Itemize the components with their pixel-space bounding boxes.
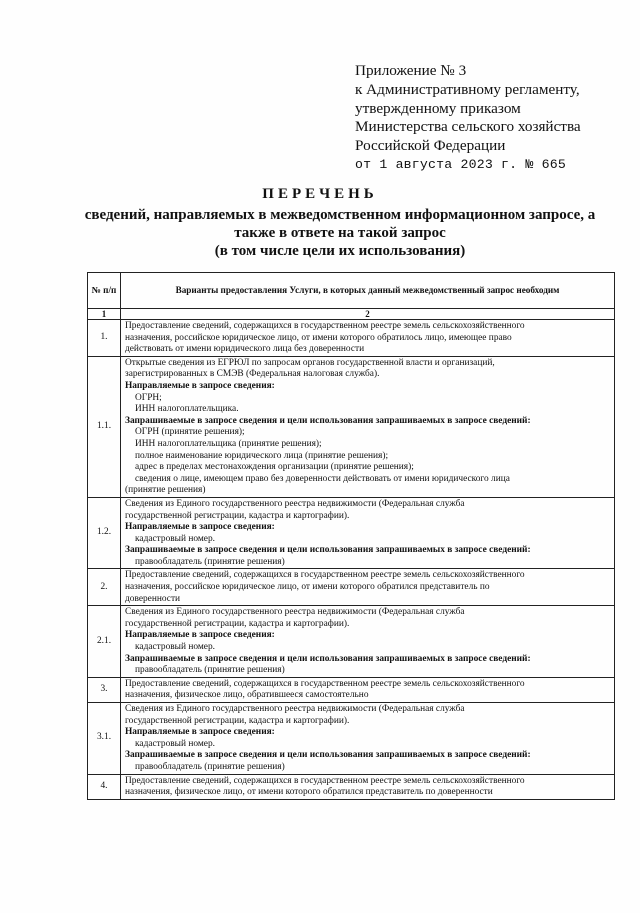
header-line: Приложение № 3 <box>355 62 467 79</box>
row-text-line: полное наименование юридического лица (принятие решения); <box>135 450 389 461</box>
row-text-line: (принятие решения) <box>125 485 206 496</box>
row-number: 4. <box>88 774 121 799</box>
column-index: 1 <box>88 309 121 320</box>
row-text-line: Предоставление сведений, содержащихся в государственном реестре земель сельскохозяйственного <box>125 678 525 689</box>
row-text-line: Запрашиваемые в запросе сведения и цели использования запрашиваемых в запросе сведений: <box>125 653 531 664</box>
table-row <box>88 606 615 678</box>
header-line: Министерства сельского хозяйства <box>355 118 581 136</box>
row-text-line: Предоставление сведений, содержащихся в государственном реестре земель сельскохозяйственного <box>125 570 525 581</box>
row-content <box>121 606 615 678</box>
row-text-line: Предоставление сведений, содержащихся в государственном реестре земель сельскохозяйственного <box>125 775 525 786</box>
row-text-line: ИНН налогоплательщика. <box>135 404 239 415</box>
row-content <box>121 497 615 569</box>
row-text-line: Запрашиваемые в запросе сведения и цели использования запрашиваемых в запросе сведений: <box>125 750 531 761</box>
row-number: 1.1. <box>88 356 121 497</box>
row-text-line: Направляемые в запросе сведения: <box>125 522 275 533</box>
table-row <box>88 356 615 497</box>
row-text-line: Запрашиваемые в запросе сведения и цели использования запрашиваемых в запросе сведений: <box>125 415 531 426</box>
column-header-number: № п/п <box>88 273 121 309</box>
table-row <box>88 774 615 799</box>
row-text-line: Открытые сведения из ЕГРЮЛ по запросам органов государственной власти и организаций, <box>125 357 495 368</box>
row-text-line: назначения, физическое лицо, от имени которого обратился представитель по доверенности <box>125 787 493 798</box>
header-line: Российской Федерации <box>355 137 506 155</box>
row-number: 2.1. <box>88 606 121 678</box>
row-number: 1.2. <box>88 497 121 569</box>
row-content <box>121 677 615 702</box>
subtitle-line: сведений, направляемых в межведомственном информационном запросе, а <box>84 207 596 223</box>
row-text-line: правообладатель (принятие решения) <box>135 665 285 676</box>
table-row <box>88 703 615 775</box>
document-subtitle <box>60 206 620 260</box>
row-text-line: Предоставление сведений, содержащихся в государственном реестре земель сельскохозяйственного <box>125 321 525 331</box>
appendix-header <box>355 62 625 175</box>
row-text-line: сведения о лице, имеющем право без доверенности действовать от имени юридического лица <box>135 473 510 484</box>
order-date-number: от 1 августа 2023 г. № 665 <box>355 156 566 172</box>
subtitle-line: (в том числе цели их использования) <box>214 243 466 259</box>
requests-table <box>87 272 615 800</box>
row-text-line: действовать от имени юридического лица без доверенности <box>125 344 365 355</box>
row-content <box>121 774 615 799</box>
row-text-line: правообладатель (принятие решения) <box>135 761 285 772</box>
row-text-line: кадастровый номер. <box>135 642 215 653</box>
row-text-line: кадастровый номер. <box>135 533 215 544</box>
document-title: ПЕРЕЧЕНЬ <box>262 186 378 202</box>
row-text-line: государственной регистрации, кадастра и картографии). <box>125 618 350 629</box>
row-number: 2. <box>88 569 121 606</box>
subtitle-line: также в ответе на такой запрос <box>234 225 446 241</box>
table-row <box>88 497 615 569</box>
row-text-line: кадастровый номер. <box>135 738 215 749</box>
row-text-line: государственной регистрации, кадастра и картографии). <box>125 715 350 726</box>
row-content <box>121 320 615 357</box>
row-text-line: правообладатель (принятие решения) <box>135 556 285 567</box>
row-text-line: Направляемые в запросе сведения: <box>125 630 275 641</box>
header-line: утвержденному приказом <box>355 99 521 117</box>
row-text-line: адрес в пределах местонахождения организации (принятие решения); <box>135 462 414 473</box>
row-text-line: зарегистрированных в СМЭВ (Федеральная налоговая служба). <box>125 369 380 380</box>
row-text-line: Сведения из Единого государственного реестра недвижимости (Федеральная служба <box>125 607 465 618</box>
row-text-line: ОГРН (принятие решения); <box>135 427 245 438</box>
row-text-line: назначения, российское юридическое лицо, от имени которого обратился представитель по <box>125 582 490 593</box>
row-number: 3.1. <box>88 703 121 775</box>
header-line: к Административному регламенту, <box>355 80 580 98</box>
row-text-line: ОГРН; <box>135 392 162 403</box>
row-text-line: ИНН налогоплательщика (принятие решения); <box>135 438 322 449</box>
row-text-line: государственной регистрации, кадастра и картографии). <box>125 510 350 521</box>
row-text-line: назначения, российское юридическое лицо, от имени которого обратилось лицо, имеющее право <box>125 332 512 343</box>
row-text-line: Направляемые в запросе сведения: <box>125 727 275 738</box>
row-text-line: Запрашиваемые в запросе сведения и цели использования запрашиваемых в запросе сведений: <box>125 545 531 556</box>
row-content <box>121 356 615 497</box>
table-body <box>88 320 615 800</box>
table-row <box>88 569 615 606</box>
row-number: 1. <box>88 320 121 357</box>
column-header-variants: Варианты предоставления Услуги, в которых данный межведомственный запрос необходим <box>121 273 615 309</box>
row-number: 3. <box>88 677 121 702</box>
column-index-row <box>88 309 615 320</box>
row-content <box>121 569 615 606</box>
row-text-line: Направляемые в запросе сведения: <box>125 380 275 391</box>
column-index: 2 <box>121 309 615 320</box>
row-content <box>121 703 615 775</box>
row-text-line: Сведения из Единого государственного реестра недвижимости (Федеральная служба <box>125 498 465 509</box>
row-text-line: Сведения из Единого государственного реестра недвижимости (Федеральная служба <box>125 704 465 714</box>
row-text-line: назначения, физическое лицо, обратившееся самостоятельно <box>125 690 369 701</box>
table-row <box>88 320 615 357</box>
table-row <box>88 677 615 702</box>
row-text-line: доверенности <box>125 593 181 604</box>
